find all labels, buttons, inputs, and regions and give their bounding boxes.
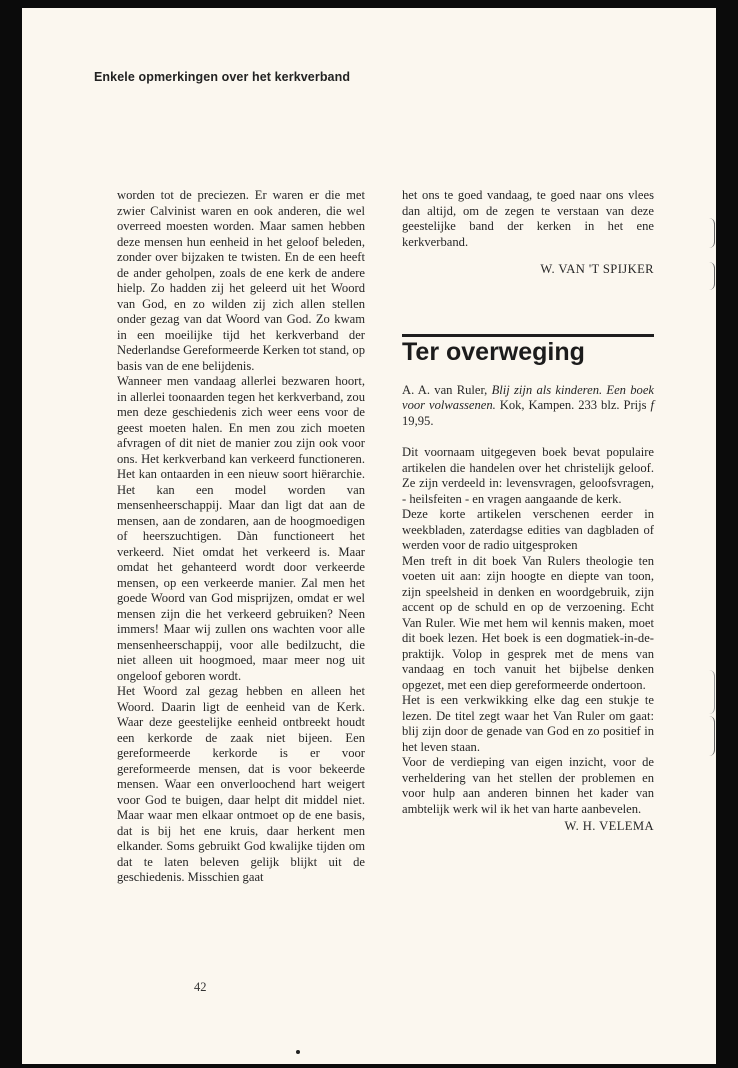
book-author: A. A. van Ruler,: [402, 382, 488, 397]
book-title: Blij zijn als kinderen. Een boek voor volwassenen.: [402, 382, 654, 412]
review-paragraph-1: Dit voornaam uitgegeven boek bevat populaire artikelen die handelen over het christelijk geloof. Ze zijn verdeeld in: levensvragen, geloofsvragen, - heilsfeiten - en vragen aangaande de kerk.: [402, 445, 654, 506]
review-paragraph-2: Deze korte artikelen verschenen eerder in weekbladen, zaterdagse edities van dagbladen of werden voor de radio uitgesproken: [402, 507, 654, 552]
price-symbol: f: [650, 398, 654, 412]
left-paragraph-3: Het Woord zal gezag hebben en alleen het Woord. Daarin ligt de eenheid van de Kerk. Waar deze geestelijke eenheid ontbreekt houdt een kerkorde de zaak niet bijeen. Een gereformeerde kerkorde is er voor gereformeerde mensen, dat is voor bekeerde mensen. Waar een onverloochend hart weigert voor God te buigen, daar helpt dit middel niet. Maar waar men elkaar ontmoet op de ene basis, dat is bij het ene kruis, daar herkent men elkander. Soms gebruikt God kwalijke tijden om dat te laten beleven gelijk blijkt uit de geschiedenis. Misschien gaat: [117, 684, 365, 884]
page-edge-mark: [706, 218, 715, 248]
running-head: Enkele opmerkingen over het kerkverband: [94, 70, 351, 84]
book-publication: Kok, Kampen. 233 blz. Prijs: [499, 398, 647, 412]
section-title: Ter overweging: [402, 337, 585, 366]
right-column: [402, 188, 654, 835]
page-edge-mark: [706, 716, 715, 756]
continuation-paragraph: het ons te goed vandaag, te goed naar ons vlees dan altijd, om de zegen te verstaan van deze geestelijke band der kerken in het ene kerkverband.: [402, 188, 654, 249]
page-edge-mark: [706, 262, 715, 290]
left-paragraph-2: Wanneer men vandaag allerlei bezwaren hoort, in allerlei toonaarden tegen het kerkverband, zou men deze geschiedenis zich weer eens voor de geest moeten halen. En men zou zich moeten afvragen of dit niet de manier zou zijn ook voor ons. Het kerkverband kan verkeerd functioneren. Het kan ontaarden in een nieuw soort hiërarchie. Het kan een model worden van mensenheerschappij. Maar dan ligt dat aan de mensen, aan de zondaren, aan de hoogmoedigen of heerszuchtigen. Dàn functioneert het verkeerd. Niet omdat het verkeerd is. Maar omdat het gehanteerd wordt door verkeerde mensen, op een verkeerde manier. Zal men het goede Woord van God misprijzen, omdat er wel mensen zijn die het verkeerd gebruiken? Neen immers! Maar wij zullen ons wachten voor alle mensenheerschappij, voor alle bedilzucht, die niet alleen uit hoogmoed, maar meer nog uit ongeloof geboren wordt.: [117, 374, 365, 683]
signature-velema: W. H. VELEMA: [564, 819, 654, 833]
book-reference: [402, 383, 654, 430]
page-number: 42: [194, 980, 207, 994]
page-edge-mark: [706, 670, 715, 714]
signature-van-t-spijker: W. VAN 'T SPIJKER: [540, 262, 654, 276]
page-top-border: [0, 0, 738, 8]
review-paragraph-4: Het is een verkwikking elke dag een stukje te lezen. De titel zegt waar het Van Ruler om gaat: blij zijn door de genade van God en zo positief in het leven staan.: [402, 693, 654, 754]
scan-dot: [296, 1050, 300, 1054]
review-paragraph-5: Voor de verdieping van eigen inzicht, voor de verheldering van het stellen der problemen en voor hulp aan anderen binnen het kader van ambtelijk werk wil ik het van harte aanbevelen.: [402, 755, 654, 816]
left-paragraph-1: worden tot de preciezen. Er waren er die met zwier Calvinist waren en ook anderen, die wel overreed moesten worden. Maar samen hebben deze mensen hun eenheid in het geloof beleden, zonder over bijzaken te twisten. En de een heeft de ander geholpen, zoals de ene kerk de andere hielp. Zo hadden zij het geleerd uit het Woord van God, en zo wilden zij zich allen stellen onder gezag van dat Woord van God. Zo kwam in een moeilijke tijd het kerkverband der Nederlandse Gereformeerde Kerken tot stand, op basis van de ene belijdenis.: [117, 188, 365, 373]
left-column: [117, 188, 365, 886]
book-price: 19,95.: [402, 413, 434, 428]
review-paragraph-3: Men treft in dit boek Van Rulers theologie ten voeten uit aan: zijn hoogte en diepte van toon, zijn speelsheid in denken en woordgebruik, zijn accent op de schuld en op de verzoening. Echt Van Ruler. Wie met hem wil kennis maken, moet dit boek lezen. Het boek is een dogmatiek-in-de-praktijk. Volop in gesprek met de mens van vandaag en toch vanuit het bijbelse denken opgezet, met een diep gereformeerde ondertoon.: [402, 553, 654, 692]
